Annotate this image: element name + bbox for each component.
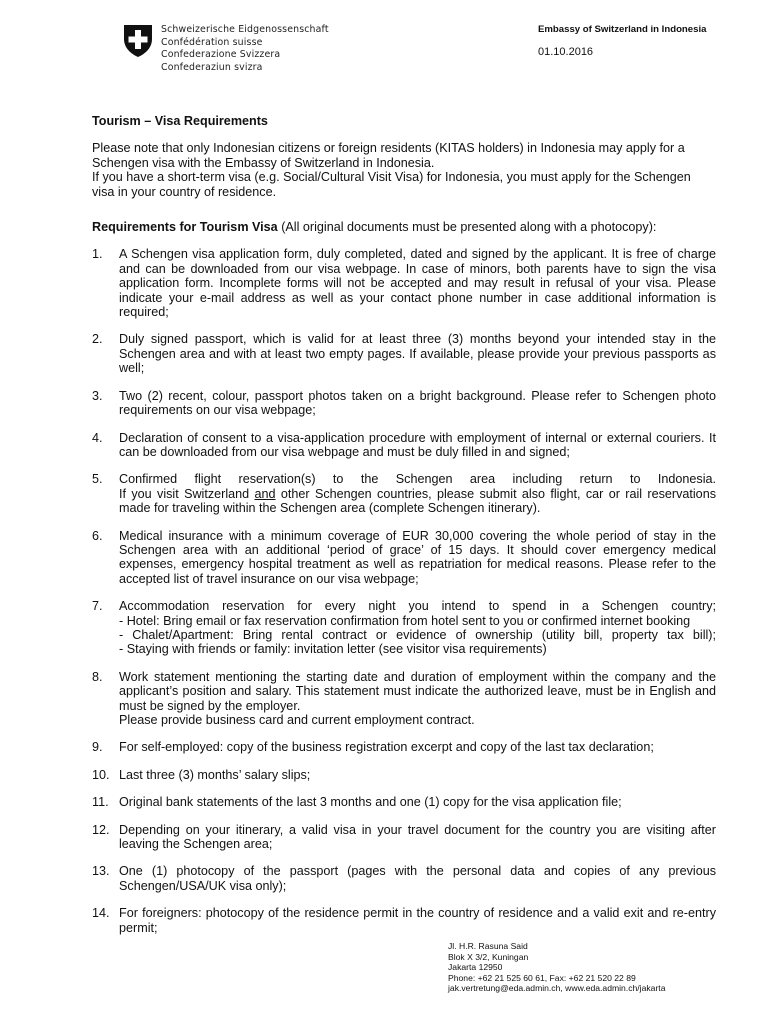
list-item-number: 8. xyxy=(92,669,103,684)
requirements-heading xyxy=(92,220,716,234)
list-item-line xyxy=(119,487,716,516)
list-item xyxy=(92,472,716,515)
list-item-line: Confirmed flight reservation(s) to the Schengen area including return to Indonesia. xyxy=(119,472,716,487)
list-item xyxy=(92,906,716,935)
list-item-line: - Chalet/Apartment: Bring rental contract or evidence of ownership (utility bill, property tax bill); xyxy=(119,627,716,642)
list-item-number: 9. xyxy=(92,740,103,755)
list-item xyxy=(92,247,716,319)
confederation-name-fr: Confédération suisse xyxy=(161,36,263,48)
document-date: 01.10.2016 xyxy=(538,46,594,58)
list-item-text: Original bank statements of the last 3 months and one (1) copy for the visa application file; xyxy=(119,795,622,810)
embassy-name: Embassy of Switzerland in Indonesia xyxy=(538,24,707,35)
list-item-number: 14. xyxy=(92,906,110,921)
list-item-number: 6. xyxy=(92,528,103,543)
list-item-text: Medical insurance with a minimum coverage of EUR 30,000 covering the whole period of stay in the Schengen area with an additional ‘period of grace’ of 15 days. It should cover emergency medical expenses, emergency hospital treatment as well as repatriation for medical reasons. Please refer to the accepted list of travel insurance on our visa webpage; xyxy=(119,528,716,586)
list-item-line: Accommodation reservation for every night you intend to spend in a Schengen country; xyxy=(119,599,716,614)
list-item xyxy=(92,740,716,754)
footer-email-website: jak.vertretung@eda.admin.ch, www.eda.admin.ch/jakarta xyxy=(448,983,666,994)
footer-phone-fax: Phone: +62 21 525 60 61, Fax: +62 21 520 22 89 xyxy=(448,972,636,983)
list-item xyxy=(92,795,716,809)
list-item-text: For foreigners: photocopy of the residence permit in the country of residence and a valid exit and re-entry permit; xyxy=(119,906,716,935)
list-item-text-segment: other Schengen countries, please submit also flight, car or rail reservations made for traveling within the Schengen area (complete Schengen itinerary). xyxy=(119,486,716,516)
list-item xyxy=(92,332,716,375)
confederation-names xyxy=(161,24,329,74)
swiss-cross-shield-icon xyxy=(122,24,154,58)
list-item-number: 7. xyxy=(92,599,103,614)
list-item-text-segment: If you visit Switzerland xyxy=(119,486,255,501)
list-item-text: Duly signed passport, which is valid for at least three (3) months beyond your intended stay in the Schengen area and with at least two empty pages. If available, please provide your previous passports as well; xyxy=(119,332,716,376)
list-item-line: Work statement mentioning the starting date and duration of employment within the company and the applicant’s position and salary. This statement must indicate the authorized leave, must be in English and must be signed by the employer. xyxy=(119,669,716,713)
confederation-name-it: Confederazione Svizzera xyxy=(161,49,281,61)
list-item-number: 2. xyxy=(92,332,103,347)
list-item-text xyxy=(119,599,716,657)
list-item-text: A Schengen visa application form, duly completed, dated and signed by the applicant. It is free of charge and can be downloaded from our visa webpage. In case of minors, both parents have to sign the visa application form. Incomplete forms will not be accepted and may result in refusal of your visa. Please indicate your e-mail address as well as your contact phone number in case additional information is required; xyxy=(119,247,716,320)
footer-street: Jl. H.R. Rasuna Said xyxy=(448,941,528,951)
intro-paragraph-1: Please note that only Indonesian citizens or foreign residents (KITAS holders) in Indonesia may apply for a Schengen visa with the Embassy of Switzerland in Indonesia. xyxy=(92,141,685,170)
page-title: Tourism – Visa Requirements xyxy=(92,114,268,128)
list-item-number: 13. xyxy=(92,864,110,879)
list-item xyxy=(92,670,716,728)
confederation-name-rm: Confederaziun svizra xyxy=(161,61,263,73)
requirements-heading-bold: Requirements for Tourism Visa xyxy=(92,220,278,235)
list-item xyxy=(92,389,716,418)
list-item xyxy=(92,529,716,587)
requirements-list xyxy=(92,247,716,935)
list-item xyxy=(92,599,716,657)
list-item-line: Please provide business card and current employment contract. xyxy=(119,713,475,727)
list-item-number: 5. xyxy=(92,472,103,487)
embassy-address-footer xyxy=(448,941,665,994)
list-item xyxy=(92,823,716,852)
footer-city: Jakarta 12950 xyxy=(448,962,503,973)
list-item xyxy=(92,864,716,893)
list-item-text: One (1) photocopy of the passport (pages with the personal data and copies of any previous Schengen/USA/UK visa only); xyxy=(119,864,716,893)
confederation-name-de: Schweizerische Eidgenossenschaft xyxy=(161,24,329,35)
list-item-line: - Staying with friends or family: invitation letter (see visitor visa requirements) xyxy=(119,642,547,657)
list-item xyxy=(92,768,716,782)
list-item-line: - Hotel: Bring email or fax reservation confirmation from hotel sent to you or confirmed internet booking xyxy=(119,613,691,628)
footer-block: Blok X 3/2, Kuningan xyxy=(448,951,529,962)
list-item-number: 12. xyxy=(92,822,110,837)
intro-paragraph-2: If you have a short-term visa (e.g. Social/Cultural Visit Visa) for Indonesia, you must apply for the Schengen visa in your country of residence. xyxy=(92,170,691,199)
list-item-number: 11. xyxy=(92,795,109,810)
list-item-text: Last three (3) months’ salary slips; xyxy=(119,767,311,782)
list-item-text xyxy=(119,670,716,728)
list-item-number: 4. xyxy=(92,430,103,445)
document-body xyxy=(92,114,716,948)
list-item-text xyxy=(119,472,716,515)
requirements-heading-rest: (All original documents must be presented along with a photocopy): xyxy=(277,220,657,235)
list-item xyxy=(92,431,716,460)
list-item-text: Depending on your itinerary, a valid visa in your travel document for the country you are visiting after leaving the Schengen area; xyxy=(119,822,716,852)
list-item-text: For self-employed: copy of the business registration excerpt and copy of the last tax declaration; xyxy=(119,740,654,755)
list-item-number: 10. xyxy=(92,767,110,782)
underlined-word: and xyxy=(254,486,276,501)
intro-section xyxy=(92,141,716,199)
list-item-number: 1. xyxy=(92,247,103,262)
list-item-text: Two (2) recent, colour, passport photos taken on a bright background. Please refer to Schengen photo requirements on our visa webpage; xyxy=(119,388,716,418)
list-item-text: Declaration of consent to a visa-application procedure with employment of internal or external couriers. It can be downloaded from our visa webpage and must be duly filled in and signed; xyxy=(119,430,716,459)
list-item-number: 3. xyxy=(92,388,103,403)
